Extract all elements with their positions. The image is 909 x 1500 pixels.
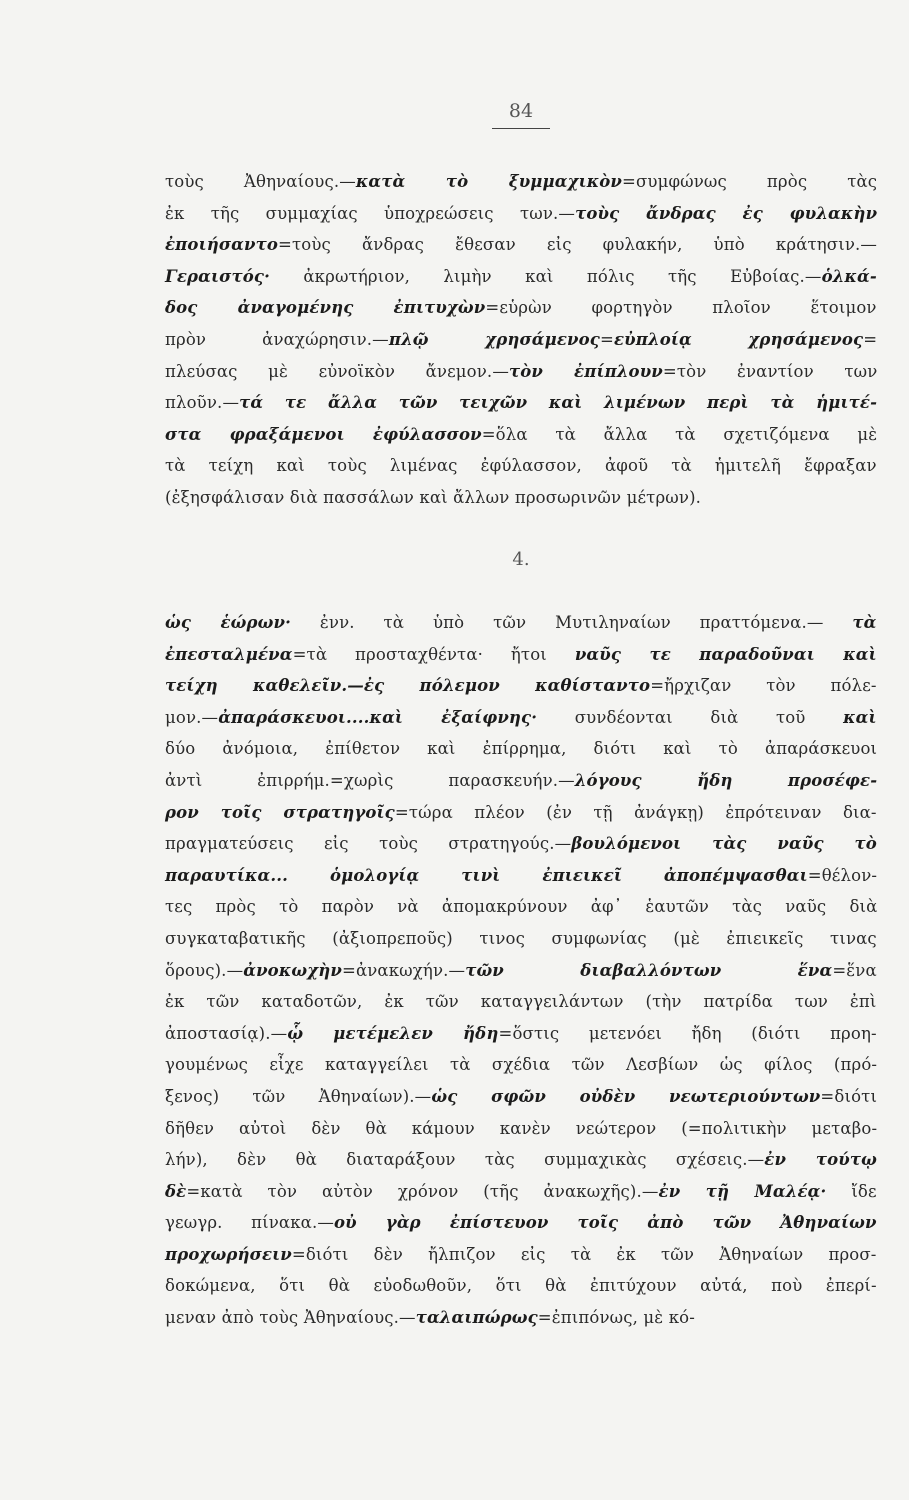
gloss-text: =διότι bbox=[820, 1086, 878, 1106]
text-line bbox=[165, 607, 877, 639]
lemma-term: προχωρήσειν bbox=[165, 1244, 292, 1264]
text-line bbox=[165, 419, 877, 451]
text-line bbox=[165, 1302, 877, 1334]
page-number-rule bbox=[492, 128, 550, 129]
lemma-term: δος ἀναγομένης ἐπιτυχὼν bbox=[165, 298, 486, 318]
gloss-text: ἴδε bbox=[826, 1181, 877, 1201]
page-number: 84 bbox=[508, 100, 534, 122]
gloss-text: =ὅλα τὰ ἄλλα τὰ σχετιζόμενα μὲ bbox=[481, 424, 878, 444]
lemma-term: ἀπαράσκευοι....καὶ ἐξαίφνης· bbox=[218, 707, 538, 727]
gloss-text: συγκαταβατικῆς (ἀξιοπρεποῦς) τινος συμφωνίας (μὲ ἐπιεικεῖς τινας bbox=[165, 928, 877, 948]
lemma-term: ὡς ἑώρων· bbox=[165, 613, 291, 632]
gloss-text: =συμφώνως πρὸς τὰς bbox=[622, 172, 878, 191]
text-line bbox=[165, 1113, 877, 1145]
gloss-text: ἐνν. τὰ ὑπὸ τῶν Μυτιληναίων πραττόμενα.— bbox=[290, 613, 853, 632]
text-line bbox=[165, 1144, 877, 1176]
lemma-term: πλῷ χρησάμενος bbox=[388, 329, 601, 349]
text-line bbox=[165, 733, 877, 765]
text-line bbox=[165, 955, 877, 987]
gloss-text: =τώρα πλέον (ἐν τῇ ἀνάγκῃ) ἐπρότειναν δια- bbox=[394, 802, 877, 822]
text-line bbox=[165, 387, 877, 419]
text-line bbox=[165, 229, 877, 261]
text-line bbox=[165, 670, 877, 702]
lemma-term: ἐπεσταλμένα bbox=[165, 644, 293, 664]
gloss-text: =εὑρὼν φορτηγὸν πλοῖον ἕτοιμον bbox=[485, 298, 877, 318]
gloss-text: =τοὺς ἄνδρας ἔθεσαν εἰς φυλακήν, ὑπὸ κράτησιν.— bbox=[278, 235, 878, 255]
text-line bbox=[165, 860, 877, 892]
lemma-term: τοὺς ἄνδρας ἐς φυλακὴν bbox=[575, 203, 878, 223]
gloss-text: μον.— bbox=[165, 707, 219, 727]
text-line bbox=[165, 198, 877, 230]
text-line bbox=[165, 1270, 877, 1302]
gloss-text: τες πρὸς τὸ παρὸν νὰ ἀπομακρύνουν ἀφ᾽ ἑαυτῶν τὰς ναῦς διὰ bbox=[165, 897, 878, 917]
gloss-text: =ἕνα bbox=[832, 960, 877, 980]
gloss-text: πραγματεύσεις εἰς τοὺς στρατηγούς.— bbox=[165, 834, 572, 854]
lemma-term: ᾧ μετέμελεν ἤδη bbox=[287, 1023, 499, 1043]
gloss-text: ἐκ τῶν καταδοτῶν, ἐκ τῶν καταγγειλάντων (τὴν πατρίδα των ἐπὶ bbox=[165, 992, 877, 1012]
text-line bbox=[165, 923, 877, 955]
text-line bbox=[165, 986, 877, 1018]
lemma-term: τὰ bbox=[852, 613, 877, 632]
gloss-text: μεναν ἀπὸ τοὺς Ἀθηναίους.— bbox=[165, 1308, 416, 1328]
lemma-term: βουλόμενοι τὰς ναῦς τὸ bbox=[571, 834, 877, 854]
lemma-term: τείχη καθελεῖν.—ἐς πόλεμον καθίσταντο bbox=[165, 676, 651, 696]
lemma-term: ἀνοκωχὴν bbox=[243, 960, 342, 980]
gloss-text: πλοῦν.— bbox=[165, 393, 240, 413]
commentary-block-1 bbox=[165, 166, 877, 514]
lemma-term: ναῦς τε παραδοῦναι καὶ bbox=[574, 644, 877, 664]
gloss-text: ὅρους).— bbox=[165, 960, 244, 980]
gloss-text: (ἐξησφάλισαν διὰ πασσάλων καὶ ἄλλων προσωρινῶν μέτρων). bbox=[165, 487, 702, 507]
lemma-term: οὐ γὰρ ἐπίστευον τοῖς ἀπὸ τῶν Ἀθηναίων bbox=[334, 1213, 877, 1233]
text-line bbox=[165, 1239, 877, 1271]
gloss-text: =τὸν ἐναντίον των bbox=[662, 361, 878, 381]
gloss-text: δοκώμενα, ὅτι θὰ εὐοδωθοῦν, ὅτι θὰ ἐπιτύχουν αὐτά, ποὺ ἐπερί- bbox=[165, 1276, 877, 1296]
lemma-term: ρον τοῖς στρατηγοῖς bbox=[165, 802, 395, 822]
lemma-term: παραυτίκα... ὁμολογίᾳ τινὶ ἐπιεικεῖ ἀποπέμψασθαι bbox=[165, 865, 808, 885]
lemma-term: κατὰ τὸ ξυμμαχικὸν bbox=[355, 172, 622, 191]
text-line bbox=[165, 292, 877, 324]
gloss-text: =θέλον- bbox=[807, 865, 878, 885]
text-line bbox=[165, 1049, 877, 1081]
lemma-term: τά τε ἄλλα τῶν τειχῶν καὶ λιμένων περὶ τὰ ἡμιτέ- bbox=[239, 393, 878, 413]
text-line bbox=[165, 765, 877, 797]
lemma-term: Γεραιστός· bbox=[165, 266, 270, 286]
lemma-term: στα φραξάμενοι ἐφύλασσον bbox=[165, 424, 482, 444]
lemma-term: καὶ bbox=[843, 707, 877, 727]
gloss-text: λήν), δὲν θὰ διαταράξουν τὰς συμμαχικὰς σχέσεις.— bbox=[165, 1150, 765, 1170]
gloss-text: πρὸν ἀναχώρησιν.— bbox=[165, 329, 389, 349]
lemma-term: ταλαιπώρως bbox=[415, 1308, 538, 1328]
text-line bbox=[165, 356, 877, 388]
text-line bbox=[165, 828, 877, 860]
gloss-text: =διότι δὲν ἤλπιζον εἰς τὰ ἐκ τῶν Ἀθηναίων προσ- bbox=[291, 1244, 877, 1264]
lemma-term: δὲ bbox=[165, 1181, 187, 1201]
section-number: 4. bbox=[512, 549, 530, 570]
gloss-text: τὰ τείχη καὶ τοὺς λιμένας ἐφύλασσον, ἀφοῦ τὰ ἡμιτελῆ ἔφραξαν bbox=[165, 456, 877, 476]
text-line bbox=[165, 1081, 877, 1113]
lemma-term: εὐπλοίᾳ χρησάμενος bbox=[614, 329, 864, 349]
text-line bbox=[165, 166, 877, 198]
lemma-term: τῶν διαβαλλόντων ἕνα bbox=[465, 960, 833, 980]
lemma-term: ὁλκά- bbox=[821, 266, 877, 286]
gloss-text: γουμένως εἶχε καταγγείλει τὰ σχέδια τῶν Λεσβίων ὡς φίλος (πρό- bbox=[165, 1055, 878, 1075]
text-line bbox=[165, 797, 877, 829]
gloss-text: τοὺς Ἀθηναίους.— bbox=[165, 172, 356, 191]
gloss-text: δύο ἀνόμοια, ἐπίθετον καὶ ἐπίρρημα, διότι καὶ τὸ ἀπαράσκευοι bbox=[165, 739, 878, 759]
gloss-text: γεωγρ. πίνακα.— bbox=[165, 1213, 334, 1233]
text-line bbox=[165, 702, 877, 734]
gloss-text: ἀντὶ ἐπιρρήμ.=χωρὶς παρασκευήν.— bbox=[165, 770, 575, 790]
gloss-text: ξενος) τῶν Ἀθηναίων).— bbox=[165, 1086, 432, 1106]
lemma-term: ὡς σφῶν οὐδὲν νεωτεριούντων bbox=[431, 1086, 821, 1106]
lemma-term: ἐν τούτῳ bbox=[764, 1150, 877, 1170]
gloss-text: ἀποστασίᾳ).— bbox=[165, 1023, 288, 1043]
text-line bbox=[165, 324, 877, 356]
gloss-text: πλεύσας μὲ εὐνοϊκὸν ἄνεμον.— bbox=[165, 361, 509, 381]
lemma-term: τὸν ἐπίπλουν bbox=[508, 361, 663, 381]
gloss-text: =κατὰ τὸν αὐτὸν χρόνον (τῆς ἀνακωχῆς).— bbox=[186, 1181, 659, 1201]
text-line bbox=[165, 482, 877, 514]
gloss-text: συνδέονται διὰ τοῦ bbox=[537, 707, 844, 727]
gloss-text: =ἐπιπόνως, μὲ κό- bbox=[537, 1308, 695, 1328]
lemma-term: λόγους ἤδη προσέφε- bbox=[574, 770, 878, 790]
gloss-text: =τὰ προσταχθέντα· ἤτοι bbox=[292, 644, 575, 664]
text-line bbox=[165, 261, 877, 293]
lemma-term: ἐποιήσαντο bbox=[165, 235, 279, 255]
text-line bbox=[165, 1018, 877, 1050]
gloss-text: =ἀνακωχήν.— bbox=[341, 960, 466, 980]
gloss-text: ἐκ τῆς συμμαχίας ὑποχρεώσεις των.— bbox=[165, 203, 576, 223]
commentary-block-2 bbox=[165, 607, 877, 1334]
text-line bbox=[165, 891, 877, 923]
gloss-text: =ὅστις μετενόει ἤδη (διότι προη- bbox=[498, 1023, 877, 1043]
gloss-text: ἀκρωτήριον, λιμὴν καὶ πόλις τῆς Εὐβοίας.— bbox=[269, 266, 822, 286]
gloss-text: = bbox=[600, 329, 614, 349]
text-line bbox=[165, 639, 877, 671]
gloss-text: =ἤρχιζαν τὸν πόλε- bbox=[650, 676, 877, 696]
text-line bbox=[165, 1176, 877, 1208]
gloss-text: = bbox=[863, 329, 878, 349]
text-line bbox=[165, 450, 877, 482]
lemma-term: ἐν τῇ Μαλέᾳ· bbox=[658, 1181, 827, 1201]
gloss-text: δῆθεν αὐτοὶ δὲν θὰ κάμουν κανὲν νεώτερον (=πολιτικὴν μεταβο- bbox=[165, 1118, 878, 1138]
text-line bbox=[165, 1207, 877, 1239]
